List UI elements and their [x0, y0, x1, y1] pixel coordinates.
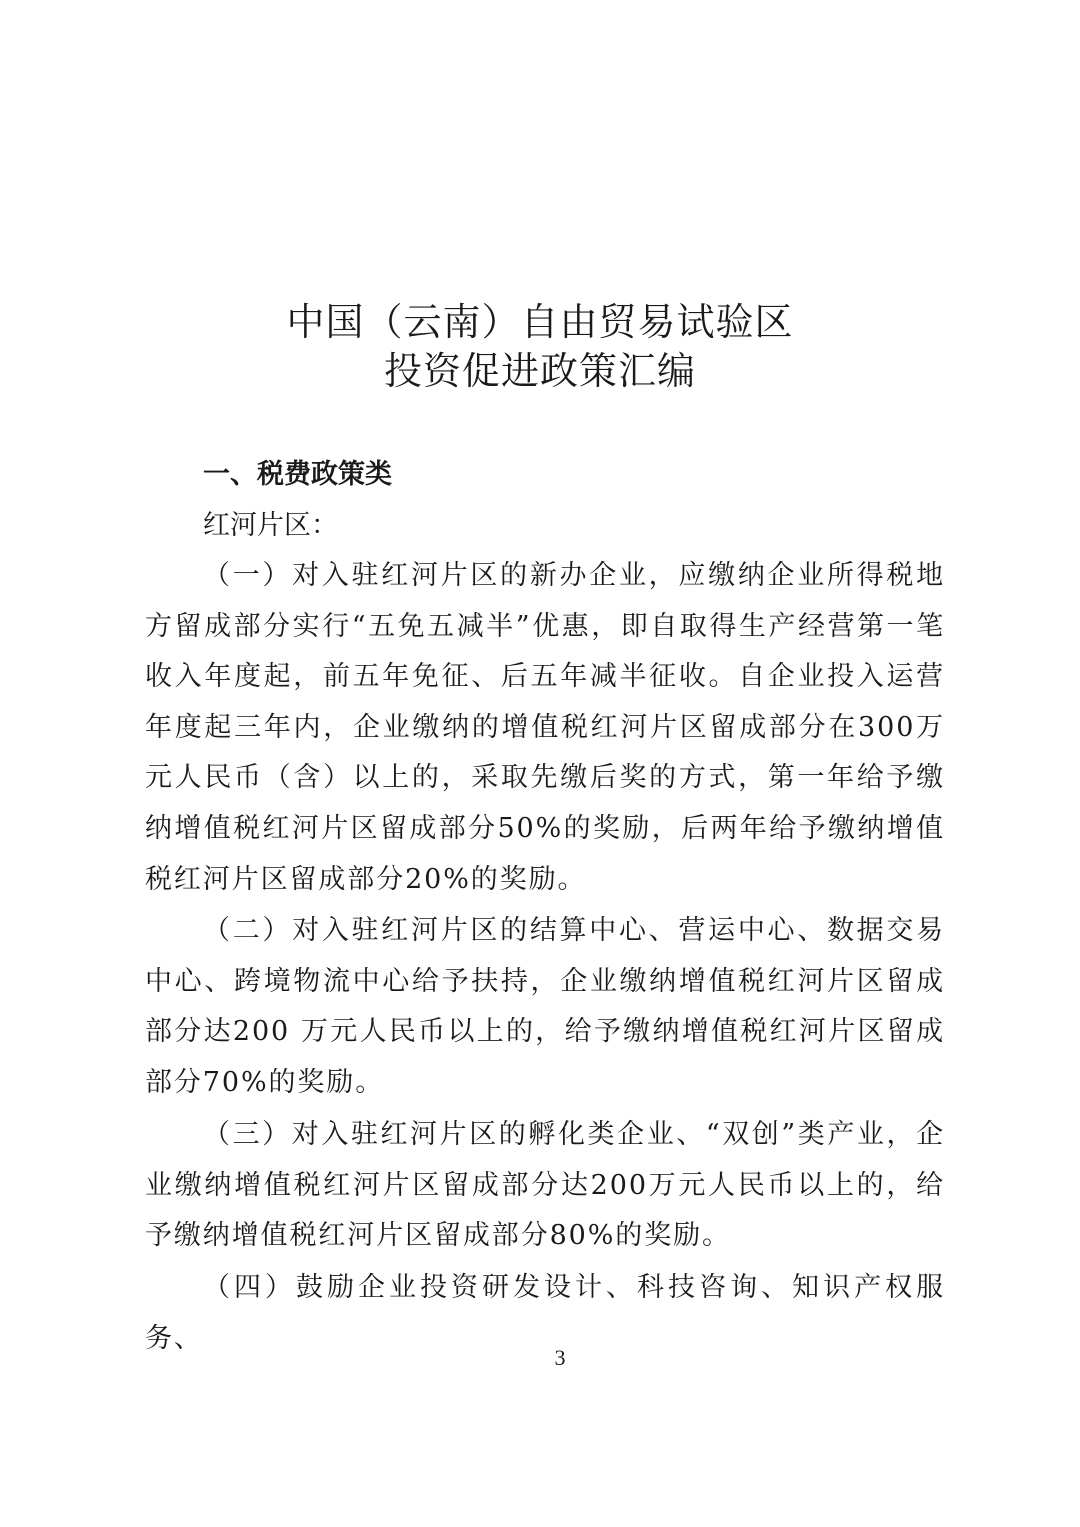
section-heading: 一、税费政策类: [203, 459, 392, 490]
policy-paragraph-1: （一）对入驻红河片区的新办企业，应缴纳企业所得税地方留成部分实行“五免五减半”优惠，即自取得生产经营第一笔收入年度起，前五年免征、后五年减半征收。自企业投入运营年度起三年内，企业缴纳的增值税红河片区留成部分在300万元人民币（含）以上的，采取先缴后奖的方式，第一年给予缴纳增值税红河片区留成部分50%的奖励，后两年给予缴纳增值税红河片区留成部分20%的奖励。: [145, 560, 945, 895]
document-title-line-1: 中国（云南）自由贸易试验区: [286, 300, 794, 344]
subsection-heading: 红河片区：: [203, 510, 338, 541]
policy-paragraph-3: （三）对入驻红河片区的孵化类企业、“双创”类产业，企业缴纳增值税红河片区留成部分达200万元人民币以上的，给予缴纳增值税红河片区留成部分80%的奖励。: [145, 1119, 945, 1252]
policy-paragraph-2: （二）对入驻红河片区的结算中心、营运中心、数据交易中心、跨境物流中心给予扶持，企业缴纳增值税红河片区留成部分达200 万元人民币以上的，给予缴纳增值税红河片区留成部分70%的奖励。: [145, 915, 945, 1098]
document-title-line-2: 投资促进政策汇编: [383, 349, 696, 393]
page-number: 3: [554, 1345, 566, 1370]
policy-paragraph-4: （四）鼓励企业投资研发设计、科技咨询、知识产权服务、: [145, 1272, 945, 1354]
